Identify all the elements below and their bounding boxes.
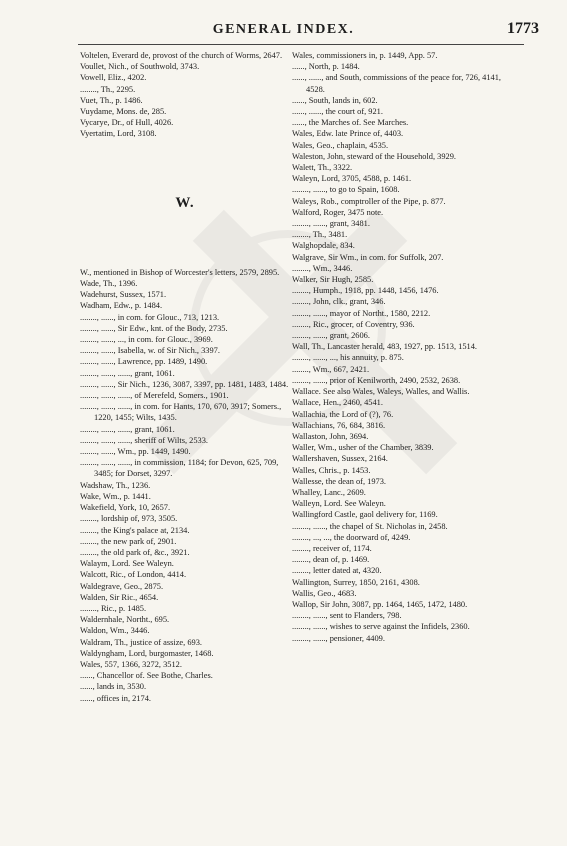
index-entry: ........, dean of, p. 1469. <box>292 555 370 565</box>
index-entry: ........, ..., ..., the doorward of, 4249. <box>292 532 411 542</box>
index-entry: Wallaston, John, 3694. <box>292 431 369 441</box>
index-entry: Walghopdale, 834. <box>292 241 355 251</box>
index-entry: Waleys, Rob., comptroller of the Pipe, p. 877. <box>292 196 446 206</box>
index-entry: Waller, Wm., usher of the Chamber, 3839. <box>292 443 434 453</box>
index-entry: Waldernhale, Northt., 695. <box>80 615 170 625</box>
index-entry: Waleyn, Lord, 3705, 4588, p. 1461. <box>292 174 412 184</box>
index-entry: ......, offices in, 2174. <box>80 693 152 703</box>
index-entry: ........, ......, Sir Edw., knt. of the Body, 2735. <box>80 323 228 333</box>
index-entry: Waldon, Wm., 3446. <box>80 626 150 636</box>
header-rule <box>78 44 524 45</box>
index-entry: ........, ......, Lawrence, pp. 1489, 1490. <box>80 357 208 367</box>
index-entry: Walleyn, Lord. See Waleyn. <box>292 499 386 509</box>
index-entry: Wales, commissioners in, p. 1449, App. 57. <box>292 51 438 60</box>
section-letter-heading: W. <box>175 194 195 211</box>
left-column <box>80 50 290 704</box>
index-entry: ........, Ric., p. 1485. <box>80 603 147 613</box>
index-entry: ........, ......, ......, in commission, 1184; for Devon, 625, 709, 3485; for Dorset, 3297. <box>80 458 279 479</box>
index-entry: Wakefield, York, 10, 2657. <box>80 503 171 513</box>
index-entry: ........, Ric., grocer, of Coventry, 936. <box>292 319 415 329</box>
index-entry: Walgrave, Sir Wm., in com. for Suffolk, 207. <box>292 252 444 262</box>
index-entry: ......, ......, and South, commissions of the peace for, 726, 4141, 4528. <box>292 73 502 94</box>
index-entry: Wade, Th., 1396. <box>80 279 138 289</box>
index-entry: Waleston, John, steward of the Household, 3929. <box>292 151 457 161</box>
index-entry: ........, ......, grant, 2606. <box>292 331 370 341</box>
index-entry: Wake, Wm., p. 1441. <box>80 491 151 501</box>
index-entry: Wallachia, the Lord of (?), 76. <box>292 409 394 419</box>
index-entries-v <box>80 50 290 140</box>
index-entry: ........, ......, the chapel of St. Nicholas in, 2458. <box>292 521 448 531</box>
index-entry: W., mentioned in Bishop of Worcester's letters, 2579, 2895. <box>80 267 280 277</box>
index-entry: ........, ......, ..., his annuity, p. 875. <box>292 353 404 363</box>
index-entry: Wall, Th., Lancaster herald, 483, 1927, pp. 1513, 1514. <box>292 342 478 352</box>
index-entry: Wallington, Surrey, 1850, 2161, 4308. <box>292 577 420 587</box>
index-entry: Vuet, Th., p. 1486. <box>80 95 143 105</box>
index-entry: ........, ......, Sir Nich., 1236, 3087, 3397, pp. 1481, 1483, 1484. <box>80 379 289 389</box>
index-entry: ........, ......, in com. for Glouc., 713, 1213. <box>80 312 220 322</box>
index-entry: ......, lands in, 3530. <box>80 682 147 692</box>
index-entry: Wadshaw, Th., 1236. <box>80 480 151 490</box>
index-entry: Waldegrave, Geo., 2875. <box>80 581 164 591</box>
index-entry: ........, the King's palace at, 2134. <box>80 525 190 535</box>
index-entry: Wallace. See also Wales, Waleys, Walles, and Wallis. <box>292 387 470 397</box>
index-entry: Walden, Sir Ric., 4654. <box>80 592 159 602</box>
index-entry: Vyertatim, Lord, 3108. <box>80 129 157 139</box>
page-number: 1773 <box>507 20 539 37</box>
index-entry: ........, letter dated at, 4320. <box>292 566 382 576</box>
index-entry: Walles, Chris., p. 1453. <box>292 465 371 475</box>
index-entry: Walker, Sir Hugh, 2585. <box>292 275 374 285</box>
index-entry: ........, ......, ......, in com. for Hants, 170, 670, 3917; Somers., 1220, 1455; Wilts, 1435. <box>80 402 282 423</box>
index-entry: ........, ......, grant, 3481. <box>292 219 370 229</box>
index-entry: ........, ......, mayor of Northt., 1580, 2212. <box>292 308 431 318</box>
index-entry: ......, ......, the court of, 921. <box>292 107 383 117</box>
index-entry: ........, ......, sent to Flanders, 798. <box>292 611 402 621</box>
index-entry: ........, the new park of, 2901. <box>80 536 177 546</box>
index-entry: Voltelen, Everard de, provost of the church of Worms, 2647. <box>80 51 283 60</box>
index-entry: Vowell, Eliz., 4202. <box>80 73 147 83</box>
index-entry: Walcott, Ric., of London, 4414. <box>80 570 187 580</box>
index-entry: ........, Th., 2295. <box>80 84 136 94</box>
index-entry: ........, Th., 3481. <box>292 230 348 240</box>
index-entry: ........, John, clk., grant, 346. <box>292 297 386 307</box>
index-entry: ........, ......, ......, grant, 1061. <box>80 368 175 378</box>
index-entry: ........, ......, Isabella, w. of Sir Nich., 3397. <box>80 346 220 356</box>
running-title: GENERAL INDEX. <box>212 22 355 37</box>
index-entry: Whalley, Lanc., 2609. <box>292 487 366 497</box>
index-entry: Wales, Geo., chaplain, 4535. <box>292 140 389 150</box>
index-entry: Wales, Edw. late Prince of, 4403. <box>292 129 404 139</box>
index-entry: ........, ......, prior of Kenilworth, 2490, 2532, 2638. <box>292 375 461 385</box>
index-entry: ........, Wm., 3446. <box>292 263 353 273</box>
index-entry: Wallingford Castle, gaol delivery for, 1169. <box>292 510 438 520</box>
index-entry: Wallop, Sir John, 3087, pp. 1464, 1465, 1472, 1480. <box>292 599 468 609</box>
index-entry: Wallis, Geo., 4683. <box>292 588 357 598</box>
index-entry: ........, ......, ......, sheriff of Wilts, 2533. <box>80 435 208 445</box>
index-entry: Wadham, Edw., p. 1484. <box>80 301 163 311</box>
index-entry: Wales, 557, 1366, 3272, 3512. <box>80 659 182 669</box>
right-column <box>292 50 502 644</box>
index-entry: Wallace, Hen., 2460, 4541. <box>292 398 383 408</box>
index-entry: ........, lordship of, 973, 3505. <box>80 514 178 524</box>
index-entry: Walaym, Lord. See Waleyn. <box>80 559 174 569</box>
index-entry: Wadehurst, Sussex, 1571. <box>80 290 167 300</box>
index-entry: ........, ......, Wm., pp. 1449, 1490. <box>80 447 191 457</box>
index-entry: Waldram, Th., justice of assize, 693. <box>80 637 202 647</box>
index-entry: ........, ......, wishes to serve against the Infidels, 2360. <box>292 622 470 632</box>
index-entry: ........, ......, ......, of Merefeld, Somers., 1901. <box>80 391 229 401</box>
index-entry: ......, South, lands in, 602. <box>292 95 378 105</box>
index-entry: ......, the Marches of. See Marches. <box>292 118 409 128</box>
index-entry: Vuydame, Mons. de, 285. <box>80 107 167 117</box>
index-entry: ........, ......, pensioner, 4409. <box>292 633 385 643</box>
index-entries-w <box>80 267 290 704</box>
index-entry: Waldyngham, Lord, burgomaster, 1468. <box>80 648 214 658</box>
index-entry: ........, receiver of, 1174. <box>292 543 372 553</box>
index-entry: Wallershaven, Sussex, 2164. <box>292 454 388 464</box>
index-entries-right <box>292 50 502 644</box>
index-entry: ......, North, p. 1484. <box>292 62 360 72</box>
index-entry: ........, ......, to go to Spain, 1608. <box>292 185 400 195</box>
index-entry: Vycarye, Dr., of Hull, 4026. <box>80 118 174 128</box>
index-entry: Voullet, Nich., of Southwold, 3743. <box>80 62 200 72</box>
index-entry: Walford, Roger, 3475 note. <box>292 207 384 217</box>
index-entry: ........, ......, ..., in com. for Glouc., 3969. <box>80 335 213 345</box>
index-entry: ........, Wm., 667, 2421. <box>292 364 370 374</box>
index-entry: ......, Chancellor of. See Bothe, Charles. <box>80 671 213 681</box>
index-entry: ........, the old park of, &c., 3921. <box>80 547 190 557</box>
index-entry: Wallachians, 76, 684, 3816. <box>292 420 386 430</box>
index-entry: Wallesse, the dean of, 1973. <box>292 476 386 486</box>
index-entry: Walett, Th., 3322. <box>292 163 353 173</box>
index-entry: ........, Humph., 1918, pp. 1448, 1456, 1476. <box>292 286 439 296</box>
index-entry: ........, ......, ......, grant, 1061. <box>80 424 175 434</box>
page-header <box>0 14 567 44</box>
